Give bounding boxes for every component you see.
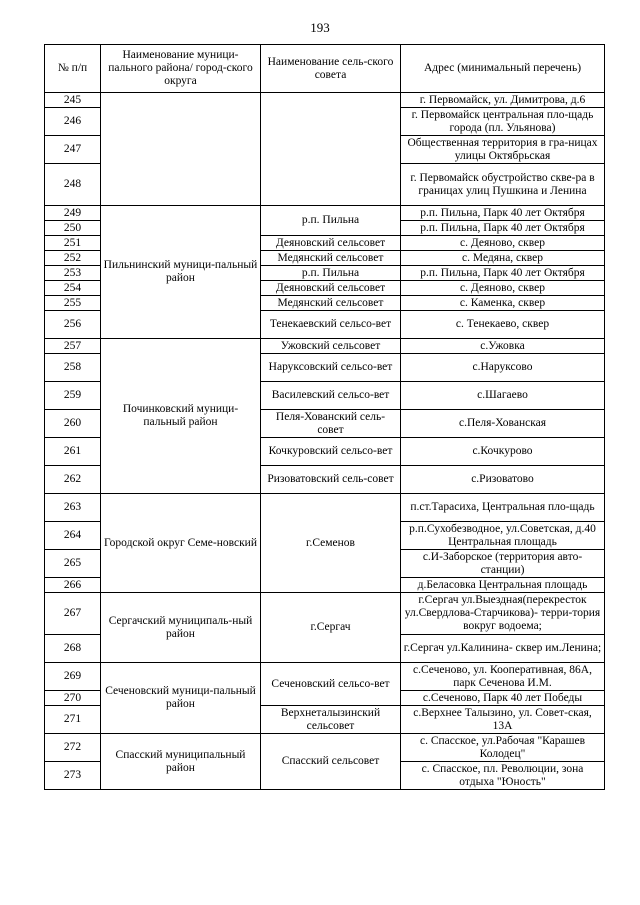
address-cell: р.п. Пильна, Парк 40 лет Октября xyxy=(401,221,605,236)
address-cell: п.ст.Тарасиха, Центральная пло-щадь xyxy=(401,494,605,522)
address-cell: с.Шагаево xyxy=(401,382,605,410)
district-cell: Городской округ Семе-новский xyxy=(101,494,261,593)
council-cell: Сеченовский сельсо-вет xyxy=(261,663,401,706)
address-cell: с. Медяна, сквер xyxy=(401,251,605,266)
row-number: 257 xyxy=(45,339,101,354)
row-number: 262 xyxy=(45,466,101,494)
address-cell: с.Пеля-Хованская xyxy=(401,410,605,438)
council-cell: Кочкуровский сельсо-вет xyxy=(261,438,401,466)
header-number: № п/п xyxy=(45,45,101,93)
row-number: 267 xyxy=(45,593,101,635)
row-number: 273 xyxy=(45,762,101,790)
council-cell: Деяновский сельсовет xyxy=(261,236,401,251)
council-cell: р.п. Пильна xyxy=(261,266,401,281)
row-number: 248 xyxy=(45,164,101,206)
header-district: Наименование муници-пального района/ город-ского округа xyxy=(101,45,261,93)
council-cell: Верхнеталызинский сельсовет xyxy=(261,706,401,734)
row-number: 256 xyxy=(45,311,101,339)
address-cell: с.Наруксово xyxy=(401,354,605,382)
district-cell: Спасский муниципальный район xyxy=(101,734,261,790)
address-cell: Общественная территория в гра-ницах улицы Октябрьская xyxy=(401,136,605,164)
header-address: Адрес (минимальный перечень) xyxy=(401,45,605,93)
council-cell: Наруксовский сельсо-вет xyxy=(261,354,401,382)
council-cell: Пеля-Хованский сель-совет xyxy=(261,410,401,438)
row-number: 252 xyxy=(45,251,101,266)
page-number: 193 xyxy=(310,20,330,35)
row-number: 251 xyxy=(45,236,101,251)
address-cell: р.п.Сухобезводное, ул.Советская, д.40 Центральная площадь xyxy=(401,522,605,550)
row-number: 259 xyxy=(45,382,101,410)
address-cell: г. Первомайск, ул. Димитрова, д.6 xyxy=(401,93,605,108)
row-number: 264 xyxy=(45,522,101,550)
address-cell: с.И-Заборское (территория авто-станции) xyxy=(401,550,605,578)
row-number: 261 xyxy=(45,438,101,466)
council-cell: Деяновский сельсовет xyxy=(261,281,401,296)
table-row xyxy=(45,734,605,762)
address-cell: с. Каменка, сквер xyxy=(401,296,605,311)
council-cell: Ужовский сельсовет xyxy=(261,339,401,354)
address-cell: с.Кочкурово xyxy=(401,438,605,466)
address-cell: с.Ризоватово xyxy=(401,466,605,494)
address-cell: г.Сергач ул.Выездная(перекресток ул.Свердлова-Старчикова)- терри-тория вокруг водоема; xyxy=(401,593,605,635)
council-cell: г.Сергач xyxy=(261,593,401,663)
row-number: 272 xyxy=(45,734,101,762)
council-cell: Тенекаевский сельсо-вет xyxy=(261,311,401,339)
address-cell: г.Сергач ул.Калинина- сквер им.Ленина; xyxy=(401,635,605,663)
council-cell: Медянский сельсовет xyxy=(261,251,401,266)
row-number: 254 xyxy=(45,281,101,296)
row-number: 246 xyxy=(45,108,101,136)
register-table xyxy=(44,44,605,790)
row-number: 265 xyxy=(45,550,101,578)
table-row xyxy=(45,206,605,221)
address-cell: р.п. Пильна, Парк 40 лет Октября xyxy=(401,266,605,281)
district-cell: Сергачский муниципаль-ный район xyxy=(101,593,261,663)
row-number: 247 xyxy=(45,136,101,164)
district-cell: Сеченовский муници-пальный район xyxy=(101,663,261,734)
table-row xyxy=(45,93,605,108)
address-cell: р.п. Пильна, Парк 40 лет Октября xyxy=(401,206,605,221)
header-council: Наименование сель-ского совета xyxy=(261,45,401,93)
address-cell: с.Сеченово, Парк 40 лет Победы xyxy=(401,691,605,706)
council-cell: Спасский сельсовет xyxy=(261,734,401,790)
row-number: 268 xyxy=(45,635,101,663)
row-number: 255 xyxy=(45,296,101,311)
address-cell: г. Первомайск центральная пло-щадь города (пл. Ульянова) xyxy=(401,108,605,136)
council-cell xyxy=(261,93,401,206)
row-number: 266 xyxy=(45,578,101,593)
address-cell: с. Спасское, пл. Революции, зона отдыха "Юность" xyxy=(401,762,605,790)
address-cell: с.Сеченово, ул. Кооперативная, 86А, парк Сеченова И.М. xyxy=(401,663,605,691)
row-number: 270 xyxy=(45,691,101,706)
table-row xyxy=(45,339,605,354)
row-number: 271 xyxy=(45,706,101,734)
council-cell: Василевский сельсо-вет xyxy=(261,382,401,410)
row-number: 245 xyxy=(45,93,101,108)
council-cell: р.п. Пильна xyxy=(261,206,401,236)
row-number: 253 xyxy=(45,266,101,281)
council-cell: Ризоватовский сель-совет xyxy=(261,466,401,494)
table-row xyxy=(45,494,605,522)
row-number: 260 xyxy=(45,410,101,438)
row-number: 269 xyxy=(45,663,101,691)
district-cell xyxy=(101,93,261,206)
row-number: 263 xyxy=(45,494,101,522)
table-row xyxy=(45,663,605,691)
address-cell: с. Спасское, ул.Рабочая "Карашев Колодец" xyxy=(401,734,605,762)
row-number: 250 xyxy=(45,221,101,236)
council-cell: Медянский сельсовет xyxy=(261,296,401,311)
council-cell: г.Семенов xyxy=(261,494,401,593)
table-row xyxy=(45,593,605,635)
address-cell: с. Деяново, сквер xyxy=(401,281,605,296)
address-cell: с. Тенекаево, сквер xyxy=(401,311,605,339)
address-cell: г. Первомайск обустройство скве-ра в границах улиц Пушкина и Ленина xyxy=(401,164,605,206)
row-number: 249 xyxy=(45,206,101,221)
address-cell: с.Ужовка xyxy=(401,339,605,354)
district-cell: Починковский муници-пальный район xyxy=(101,339,261,494)
district-cell: Пильнинский муници-пальный район xyxy=(101,206,261,339)
address-cell: д.Беласовка Центральная площадь xyxy=(401,578,605,593)
address-cell: с. Деяново, сквер xyxy=(401,236,605,251)
header-row xyxy=(45,45,605,93)
row-number: 258 xyxy=(45,354,101,382)
address-cell: с.Верхнее Талызино, ул. Совет-ская, 13А xyxy=(401,706,605,734)
